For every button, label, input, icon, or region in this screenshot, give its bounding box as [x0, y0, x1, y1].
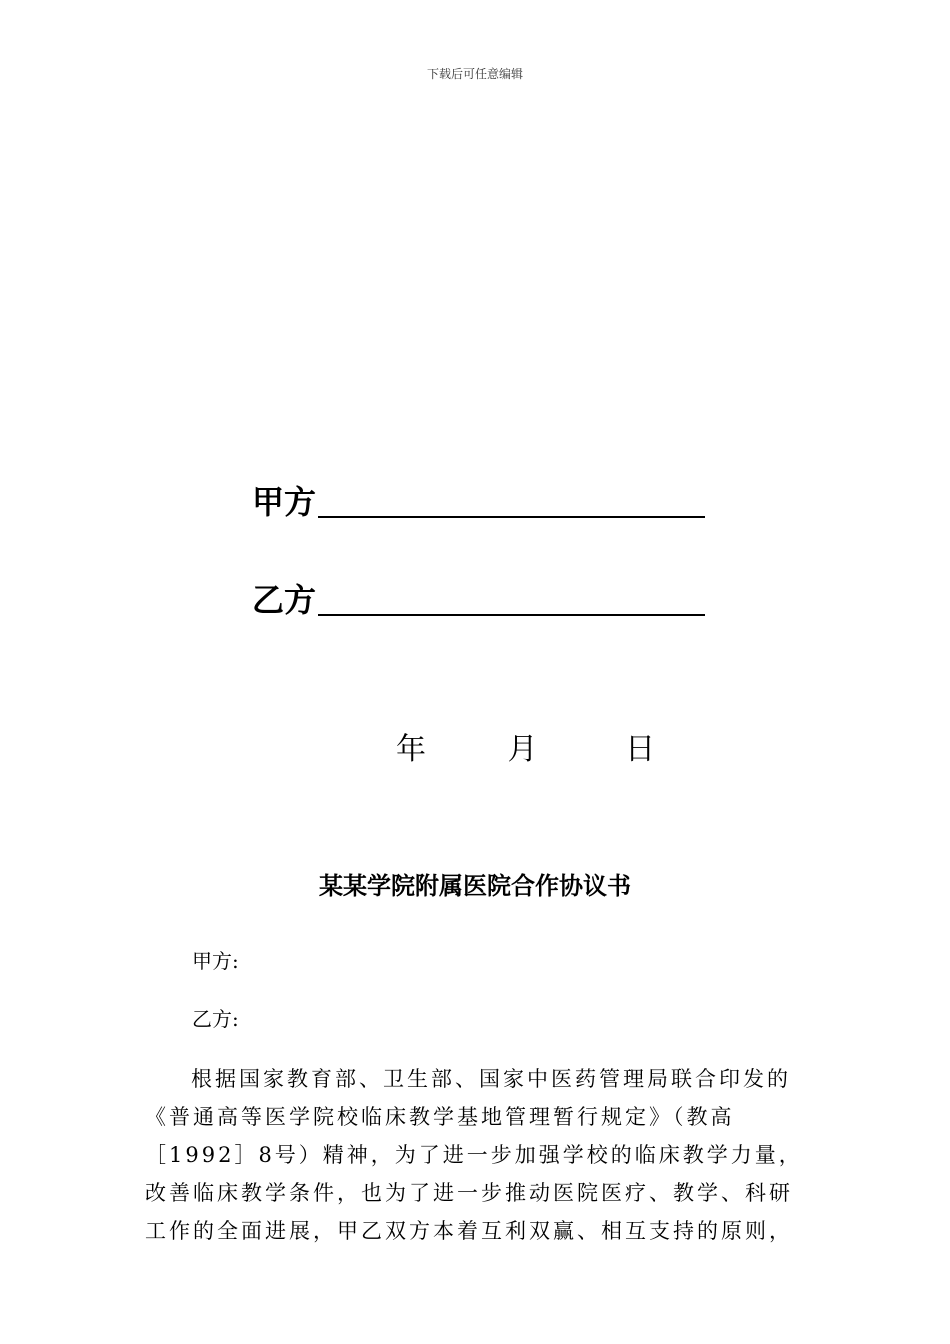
party-a-field: 甲方:: [192, 949, 239, 973]
cover-party-b-label: 乙方: [252, 581, 317, 619]
document-title: 某某学院附属医院合作协议书: [319, 872, 631, 900]
party-b-field: 乙方:: [192, 1007, 239, 1031]
date-year-label: 年: [396, 732, 426, 767]
header-note: 下载后可任意编辑: [426, 67, 523, 81]
paragraph-line: 改善临床教学条件，也为了进一步推动医院医疗、教学、科研: [145, 1181, 793, 1205]
paragraph-line: 根据国家教育部、卫生部、国家中医药管理局联合印发的: [191, 1067, 791, 1091]
paragraph-line: ［1992］8号）精神，为了进一步加强学校的临床教学力量，: [145, 1143, 803, 1167]
cover-party-b-blank[interactable]: [318, 614, 705, 616]
cover-party-b-line: [252, 576, 705, 620]
date-month-label: 月: [507, 732, 538, 767]
paragraph-line: 工作的全面进展，甲乙双方本着互利双赢、相互支持的原则，: [145, 1219, 793, 1243]
cover-date-line: [396, 730, 655, 770]
cover-party-a-blank[interactable]: [318, 516, 705, 518]
body-paragraph: [145, 1060, 805, 1250]
paragraph-line: 《普通高等医学院校临床教学基地管理暂行规定》（教高: [145, 1105, 735, 1129]
date-day-label: 日: [625, 732, 656, 767]
cover-party-a-label: 甲方: [252, 483, 317, 521]
cover-party-a-line: [252, 478, 705, 522]
